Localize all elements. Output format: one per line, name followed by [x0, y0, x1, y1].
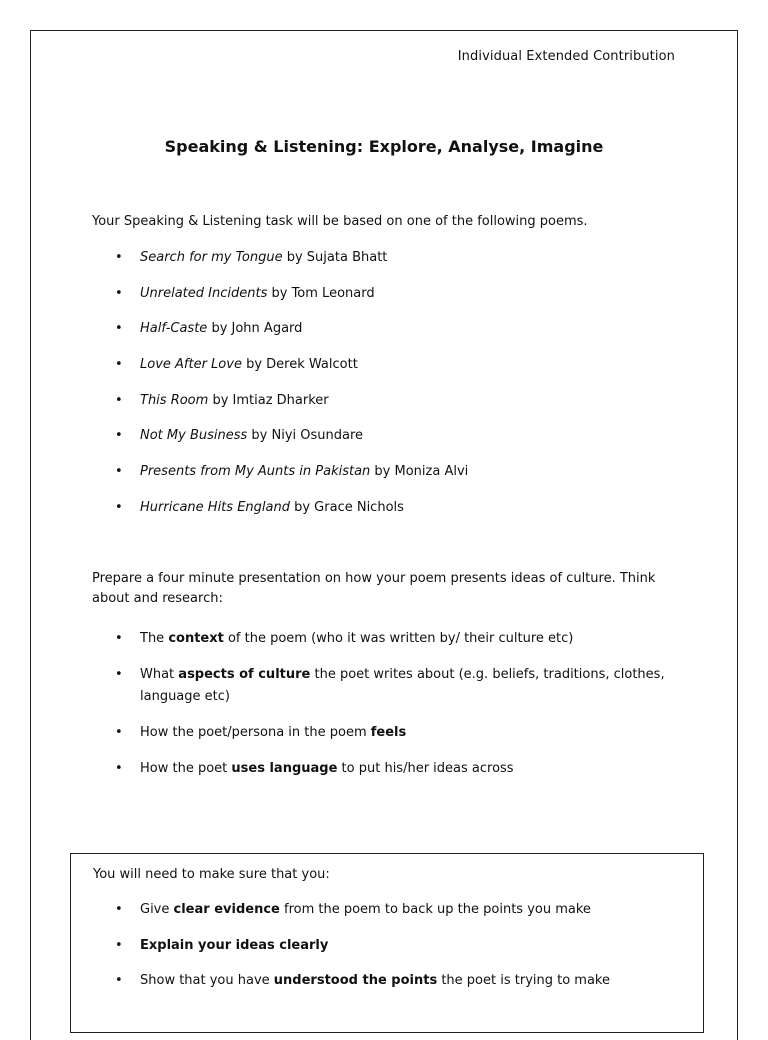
- task-text: of the poem (who it was written by/ their culture etc): [223, 631, 574, 646]
- bullet-icon: •: [115, 285, 123, 301]
- task-keyword: aspects of culture: [178, 667, 311, 682]
- bullet-icon: •: [115, 973, 123, 988]
- bullet-icon: •: [115, 631, 123, 646]
- list-item: [115, 499, 675, 535]
- poem-author: by Grace Nichols: [289, 499, 404, 515]
- poem-list: [115, 249, 675, 535]
- poem-title: Search for my Tongue: [140, 250, 283, 265]
- poem-author: by Derek Walcott: [241, 357, 358, 373]
- bullet-icon: •: [115, 250, 123, 265]
- poem-title: Hurricane Hits England: [140, 499, 290, 515]
- list-item: [115, 722, 675, 744]
- list-item: [115, 937, 675, 955]
- poem-title: Unrelated Incidents: [140, 285, 268, 301]
- list-item: [115, 427, 675, 463]
- bullet-icon: •: [115, 321, 123, 337]
- poem-title: Love After Love: [140, 357, 242, 373]
- list-item: [115, 664, 675, 708]
- requirement-text: Give: [140, 902, 174, 917]
- bullet-icon: •: [115, 499, 123, 515]
- list-item: [115, 972, 675, 990]
- requirements-box: [70, 853, 704, 1033]
- header-label: Individual Extended Contribution: [457, 49, 675, 64]
- poem-title: This Room: [140, 392, 209, 408]
- poem-author: by Imtiaz Dharker: [208, 392, 329, 408]
- task-text: the poet writes about (e.g. beliefs, traditions, clothes, language etc): [140, 667, 665, 704]
- preparation-text: Prepare a four minute presentation on how your poem presents ideas of culture. Think about and research:: [92, 571, 656, 606]
- requirement-text: the poet is trying to make: [437, 973, 610, 988]
- poem-author: by Moniza Alvi: [370, 464, 469, 480]
- poem-author: by Niyi Osundare: [247, 428, 364, 444]
- requirements-list: [115, 901, 675, 1008]
- poem-title: Presents from My Aunts in Pakistan: [140, 464, 371, 480]
- list-item: [115, 758, 675, 780]
- intro-text: Your Speaking & Listening task will be based on one of the following poems.: [92, 214, 588, 229]
- bullet-icon: •: [115, 667, 123, 682]
- poem-author: by Tom Leonard: [267, 285, 375, 301]
- requirement-keyword: understood the points: [273, 973, 438, 988]
- list-item: [115, 901, 675, 919]
- bullet-icon: •: [115, 902, 123, 917]
- requirements-intro: You will need to make sure that you:: [93, 867, 330, 882]
- task-keyword: context: [168, 631, 224, 646]
- bullet-icon: •: [115, 464, 123, 480]
- task-text: How the poet/persona in the poem: [140, 725, 371, 740]
- list-item: [115, 285, 675, 321]
- requirement-keyword: clear evidence: [173, 902, 280, 917]
- research-list: [115, 628, 675, 794]
- bullet-icon: •: [115, 761, 123, 776]
- list-item: [115, 320, 675, 356]
- task-text: What: [140, 667, 179, 682]
- poem-author: by Sujata Bhatt: [282, 250, 388, 265]
- requirement-keyword: Explain your ideas clearly: [140, 937, 329, 953]
- task-keyword: feels: [370, 725, 407, 740]
- list-item: [115, 392, 675, 428]
- task-text: The: [140, 631, 169, 646]
- list-item: [115, 628, 675, 650]
- task-text: to put his/her ideas across: [337, 761, 514, 776]
- list-item: [115, 463, 675, 499]
- requirement-text: Show that you have: [140, 973, 274, 988]
- list-item: [115, 356, 675, 392]
- bullet-icon: •: [115, 937, 123, 953]
- bullet-icon: •: [115, 725, 123, 740]
- task-keyword: uses language: [231, 761, 338, 776]
- poem-author: by John Agard: [207, 321, 303, 337]
- task-text: How the poet: [140, 761, 232, 776]
- list-item: [115, 249, 675, 285]
- poem-title: Half-Caste: [140, 321, 208, 337]
- bullet-icon: •: [115, 392, 123, 408]
- page-title: Speaking & Listening: Explore, Analyse, Imagine: [164, 137, 604, 156]
- requirement-text: from the poem to back up the points you make: [279, 902, 591, 917]
- bullet-icon: •: [115, 428, 123, 444]
- poem-title: Not My Business: [140, 428, 248, 444]
- bullet-icon: •: [115, 357, 123, 373]
